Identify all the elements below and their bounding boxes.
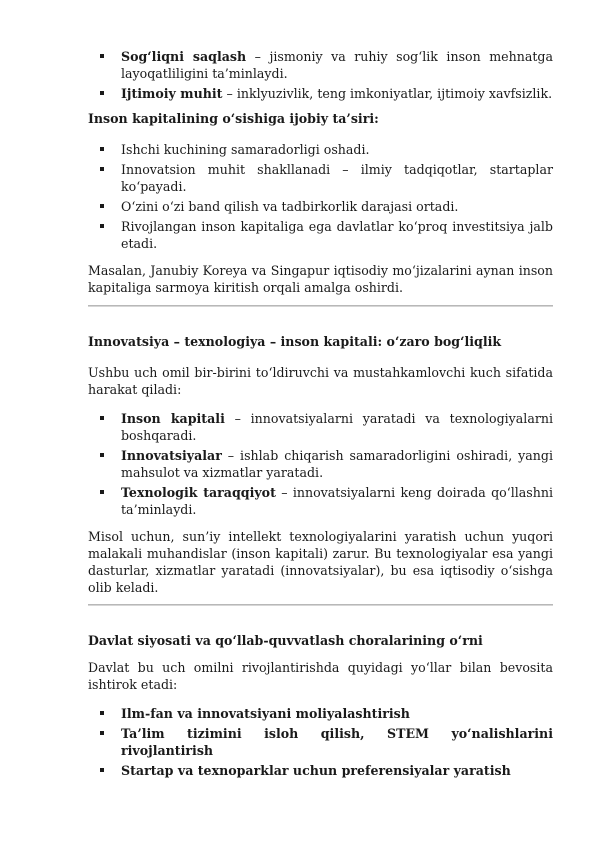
positive-impact-list xyxy=(88,141,553,252)
list-item-text: Innovatsion muhit shakllanadi – ilmiy tadqiqotlar, startaplar ko‘payadi. xyxy=(121,162,553,194)
bullet-icon xyxy=(100,54,104,58)
list-item-text: Rivojlangan inson kapitaliga ega davlatlar ko‘proq investitsiya jalb etadi. xyxy=(121,219,553,251)
list-item-text: – jismoniy va ruhiy sog‘lik inson mehnatga layoqatliligini ta’minlaydi. xyxy=(121,49,553,81)
list-item-term: Inson kapitali xyxy=(121,411,225,426)
list-item xyxy=(88,198,553,215)
list-item-text: – innovatsiyalarni yaratadi va texnologiyalarni boshqaradi. xyxy=(121,411,553,443)
list-item xyxy=(88,410,553,444)
list-item xyxy=(88,447,553,481)
list-item xyxy=(88,725,553,759)
list-item xyxy=(88,762,553,779)
bullet-icon xyxy=(100,490,104,494)
bullet-icon xyxy=(100,768,104,772)
bullet-icon xyxy=(100,167,104,171)
list-item-text: – innovatsiyalarni keng doirada qo‘llashni ta’minlaydi. xyxy=(121,485,554,517)
bullet-icon xyxy=(100,91,104,95)
bullet-icon xyxy=(100,453,104,457)
list-item-term: Ijtimoiy muhit xyxy=(121,86,223,101)
bullet-icon xyxy=(100,224,104,228)
section-heading-state-policy: Davlat siyosati va qo‘llab-quvvatlash choralarining o‘rni xyxy=(88,633,483,648)
list-item xyxy=(88,141,553,158)
list-item xyxy=(88,85,553,102)
list-item xyxy=(88,218,553,252)
list-item-text: Ishchi kuchining samaradorligi oshadi. xyxy=(121,142,370,157)
list-item-text: Ilm-fan va innovatsiyani moliyalashtirish xyxy=(121,706,410,721)
section-heading-interrelation: Innovatsiya – texnologiya – inson kapitali: o‘zaro bog‘liqlik xyxy=(88,334,502,349)
state-policy-list xyxy=(88,705,553,779)
list-item-text: – inklyuzivlik, teng imkoniyatlar, ijtimoiy xavfsizlik. xyxy=(222,86,553,101)
bullet-icon xyxy=(100,731,104,735)
list-item-term: Sog‘liqni saqlash xyxy=(121,49,247,64)
ai-example-paragraph: Misol uchun, sun’iy intellekt texnologiyalarini yaratish uchun yuqori malakali muhandislar (inson kapitali) zarur. Bu texnologiyalar esa yangi dasturlar, xizmatlar yaratadi (innovatsiyalar), bu esa iqtisodiy o‘sishga olib keladi. xyxy=(88,529,553,595)
list-item xyxy=(88,48,553,82)
section-heading-positive-impact: Inson kapitalining o‘sishiga ijobiy ta’siri: xyxy=(88,111,379,126)
state-policy-intro: Davlat bu uch omilni rivojlantirishda quyidagi yo‘llar bilan bevosita ishtirok etadi: xyxy=(88,660,553,692)
list-item xyxy=(88,705,553,722)
list-item xyxy=(88,161,553,195)
bullet-icon xyxy=(100,416,104,420)
section-divider xyxy=(88,604,553,606)
korea-singapore-paragraph: Masalan, Janubiy Koreya va Singapur iqtisodiy mo‘jizalarini aynan inson kapitaliga sarmoya kiritish orqali amalga oshirdi. xyxy=(88,263,553,295)
list-item-text: Ta’lim tizimini isloh qilish, STEM yo‘nalishlarini rivojlantirish xyxy=(121,726,553,758)
section-divider xyxy=(88,305,553,307)
list-item-text: – ishlab chiqarish samaradorligini oshiradi, yangi mahsulot va xizmatlar yaratadi. xyxy=(121,448,553,480)
list-item xyxy=(88,484,553,518)
list-item-term: Texnologik taraqqiyot xyxy=(121,485,276,500)
bullet-icon xyxy=(100,204,104,208)
interrelation-list xyxy=(88,410,553,518)
health-social-list xyxy=(88,48,553,102)
interrelation-intro: Ushbu uch omil bir-birini to‘ldiruvchi va mustahkamlovchi kuch sifatida harakat qiladi: xyxy=(88,365,553,397)
list-item-text: O‘zini o‘zi band qilish va tadbirkorlik darajasi ortadi. xyxy=(121,199,459,214)
bullet-icon xyxy=(100,711,104,715)
bullet-icon xyxy=(100,147,104,151)
list-item-term: Innovatsiyalar xyxy=(121,448,222,463)
list-item-text: Startap va texnoparklar uchun preferensiyalar yaratish xyxy=(121,763,511,778)
